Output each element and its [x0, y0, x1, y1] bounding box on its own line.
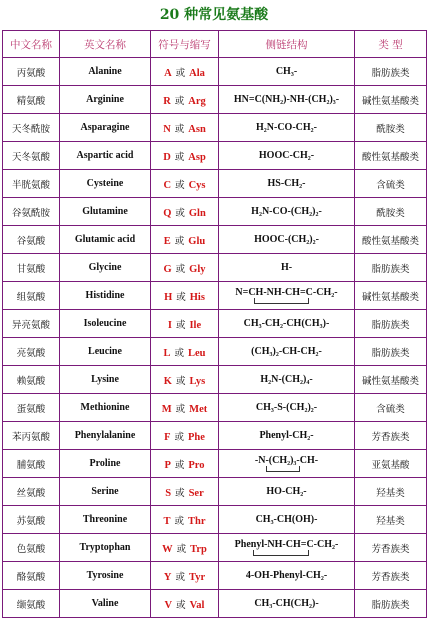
table-row — [3, 450, 427, 478]
symbol-cell — [151, 254, 219, 282]
english-name-cell: Arginine — [60, 86, 151, 114]
or-separator: 或 — [174, 515, 184, 527]
chinese-name-cell: 苏氨酸 — [3, 506, 60, 534]
type-cell: 脂肪族类 — [355, 254, 427, 282]
chinese-name-cell: 赖氨酸 — [3, 366, 60, 394]
table-row — [3, 310, 427, 338]
three-letter-code: Lys — [189, 375, 206, 387]
symbol-cell — [151, 422, 219, 450]
symbol-cell — [151, 562, 219, 590]
table-body — [3, 58, 427, 618]
one-letter-code: S — [165, 487, 172, 499]
page-title: 20 种常见氨基酸 — [159, 7, 269, 23]
symbol-cell — [151, 198, 219, 226]
ring-structure — [255, 455, 318, 472]
chinese-name-cell: 丙氨酸 — [3, 58, 60, 86]
table-row — [3, 170, 427, 198]
type-cell: 芳香族类 — [355, 422, 427, 450]
chinese-name-cell: 甘氨酸 — [3, 254, 60, 282]
or-separator: 或 — [175, 263, 186, 275]
table-row — [3, 366, 427, 394]
chinese-name-cell: 亮氨酸 — [3, 338, 60, 366]
one-letter-code: D — [163, 151, 171, 163]
three-letter-code: Phe — [188, 431, 205, 443]
table-row — [3, 58, 427, 86]
table-row — [3, 198, 427, 226]
three-letter-code: Glu — [188, 235, 206, 247]
ring-structure — [235, 539, 339, 556]
english-name-cell: Tryptophan — [60, 534, 151, 562]
type-cell: 酸性氨基酸类 — [355, 142, 427, 170]
side-chain-cell: CH₃-CH(CH₂)- — [219, 590, 355, 618]
table-row — [3, 506, 427, 534]
chinese-name-cell: 蛋氨酸 — [3, 394, 60, 422]
three-letter-code: Met — [189, 403, 208, 415]
side-chain-cell: H₂N-CO-(CH₂)₂- — [219, 198, 355, 226]
chinese-name-cell: 谷氨酸 — [3, 226, 60, 254]
symbol-cell — [151, 590, 219, 618]
english-name-cell: Cysteine — [60, 170, 151, 198]
english-name-cell: Methionine — [60, 394, 151, 422]
or-separator: 或 — [174, 459, 185, 471]
symbol-cell — [151, 366, 219, 394]
english-name-cell: Glutamine — [60, 198, 151, 226]
side-chain-formula: -N-(CH₂)₃-CH- — [254, 455, 319, 466]
header-type: 类 型 — [355, 31, 427, 58]
type-cell: 酰胺类 — [355, 198, 427, 226]
three-letter-code: Arg — [188, 95, 206, 107]
three-letter-code: Cys — [188, 179, 206, 191]
type-cell: 羟基类 — [355, 478, 427, 506]
side-chain-cell: HS-CH₂- — [219, 170, 355, 198]
or-separator: 或 — [175, 571, 185, 583]
or-separator: 或 — [175, 403, 186, 415]
table-row — [3, 562, 427, 590]
one-letter-code: K — [163, 375, 172, 387]
one-letter-code: E — [163, 235, 171, 247]
or-separator: 或 — [175, 375, 186, 387]
chinese-name-cell: 色氨酸 — [3, 534, 60, 562]
side-chain-cell: HN=C(NH₂)-NH-(CH₂)₃- — [219, 86, 355, 114]
side-chain-cell: H₂N-(CH₂)₄- — [219, 366, 355, 394]
chinese-name-cell: 组氨酸 — [3, 282, 60, 310]
type-cell: 碱性氨基酸类 — [355, 282, 427, 310]
english-name-cell: Glutamic acid — [60, 226, 151, 254]
english-name-cell: Valine — [60, 590, 151, 618]
one-letter-code: F — [164, 431, 171, 443]
or-separator: 或 — [174, 151, 185, 163]
english-name-cell: Asparagine — [60, 114, 151, 142]
three-letter-code: Ala — [189, 67, 205, 79]
type-cell: 羟基类 — [355, 506, 427, 534]
side-chain-cell: H₂N-CO-CH₂- — [219, 114, 355, 142]
or-separator: 或 — [175, 207, 185, 219]
three-letter-code: Asp — [188, 151, 206, 163]
table-row — [3, 86, 427, 114]
side-chain-cell: HOOC-(CH₂)₂- — [219, 226, 355, 254]
chinese-name-cell: 酪氨酸 — [3, 562, 60, 590]
type-cell: 亚氨基酸 — [355, 450, 427, 478]
chinese-name-cell: 脯氨酸 — [3, 450, 60, 478]
type-cell: 酸性氨基酸类 — [355, 226, 427, 254]
chinese-name-cell: 天冬氨酸 — [3, 142, 60, 170]
side-chain-cell: HOOC-CH₂- — [219, 142, 355, 170]
english-name-cell: Leucine — [60, 338, 151, 366]
table-row — [3, 394, 427, 422]
symbol-cell — [151, 226, 219, 254]
side-chain-cell: CH₃-CH(OH)- — [219, 506, 355, 534]
symbol-cell — [151, 142, 219, 170]
three-letter-code: Ile — [189, 319, 202, 331]
table-row — [3, 590, 427, 618]
header-english-name: 英文名称 — [60, 31, 151, 58]
or-separator: 或 — [175, 487, 185, 499]
three-letter-code: Asn — [188, 123, 206, 135]
three-letter-code: Gln — [188, 207, 206, 219]
side-chain-cell — [219, 450, 355, 478]
side-chain-cell — [219, 282, 355, 310]
one-letter-code: Y — [163, 571, 172, 583]
symbol-cell — [151, 86, 219, 114]
header-chinese-name: 中文名称 — [3, 31, 60, 58]
or-separator: 或 — [176, 599, 186, 611]
chinese-name-cell: 异亮氨酸 — [3, 310, 60, 338]
one-letter-code: M — [161, 403, 172, 415]
side-chain-cell: H- — [219, 254, 355, 282]
ring-bond-bracket — [253, 550, 309, 556]
chinese-name-cell: 苯丙氨酸 — [3, 422, 60, 450]
or-separator: 或 — [175, 179, 185, 191]
table-row — [3, 254, 427, 282]
one-letter-code: V — [164, 599, 173, 611]
symbol-cell — [151, 534, 219, 562]
side-chain-cell: (CH₃)₂-CH-CH₂- — [219, 338, 355, 366]
table-row — [3, 282, 427, 310]
header-symbol-abbrev: 符号与缩写 — [151, 31, 219, 58]
one-letter-code: R — [163, 95, 171, 107]
type-cell: 含硫类 — [355, 394, 427, 422]
table-row — [3, 114, 427, 142]
one-letter-code: G — [163, 263, 172, 275]
symbol-cell — [151, 310, 219, 338]
one-letter-code: W — [162, 543, 173, 555]
english-name-cell: Isoleucine — [60, 310, 151, 338]
or-separator: 或 — [174, 431, 184, 443]
three-letter-code: Thr — [188, 515, 206, 527]
type-cell: 芳香族类 — [355, 534, 427, 562]
one-letter-code: C — [163, 179, 172, 191]
header-side-chain: 侧链结构 — [219, 31, 355, 58]
side-chain-cell: Phenyl-CH₂- — [219, 422, 355, 450]
or-separator: 或 — [174, 95, 185, 107]
or-separator: 或 — [176, 543, 187, 555]
or-separator: 或 — [174, 123, 185, 135]
chinese-name-cell: 天冬酰胺 — [3, 114, 60, 142]
table-row — [3, 142, 427, 170]
one-letter-code: H — [164, 291, 173, 303]
type-cell: 酰胺类 — [355, 114, 427, 142]
chinese-name-cell: 半胱氨酸 — [3, 170, 60, 198]
one-letter-code: T — [163, 515, 171, 527]
side-chain-cell: CH₃- — [219, 58, 355, 86]
side-chain-cell: CH₃-CH₂-CH(CH₃)- — [219, 310, 355, 338]
symbol-cell — [151, 506, 219, 534]
three-letter-code: His — [189, 291, 205, 303]
type-cell: 脂肪族类 — [355, 58, 427, 86]
three-letter-code: Leu — [188, 347, 206, 359]
table-row — [3, 422, 427, 450]
or-separator: 或 — [174, 347, 184, 359]
one-letter-code: I — [167, 319, 172, 331]
chinese-name-cell: 谷氨酰胺 — [3, 198, 60, 226]
table-row — [3, 478, 427, 506]
side-chain-cell: HO-CH₂- — [219, 478, 355, 506]
symbol-cell — [151, 338, 219, 366]
english-name-cell: Serine — [60, 478, 151, 506]
type-cell: 脂肪族类 — [355, 590, 427, 618]
symbol-cell — [151, 282, 219, 310]
one-letter-code: Q — [163, 207, 172, 219]
type-cell: 碱性氨基酸类 — [355, 86, 427, 114]
one-letter-code: P — [164, 459, 171, 471]
chinese-name-cell: 精氨酸 — [3, 86, 60, 114]
three-letter-code: Tyr — [188, 571, 206, 583]
chinese-name-cell: 丝氨酸 — [3, 478, 60, 506]
chinese-name-cell: 缬氨酸 — [3, 590, 60, 618]
symbol-cell — [151, 170, 219, 198]
three-letter-code: Pro — [188, 459, 205, 471]
table-header-row — [3, 31, 427, 58]
english-name-cell: Phenylalanine — [60, 422, 151, 450]
one-letter-code: L — [163, 347, 171, 359]
side-chain-cell — [219, 534, 355, 562]
symbol-cell — [151, 58, 219, 86]
three-letter-code: Trp — [190, 543, 207, 555]
english-name-cell: Aspartic acid — [60, 142, 151, 170]
one-letter-code: A — [164, 67, 172, 79]
english-name-cell: Threonine — [60, 506, 151, 534]
english-name-cell: Alanine — [60, 58, 151, 86]
table-row — [3, 226, 427, 254]
english-name-cell: Lysine — [60, 366, 151, 394]
table-row — [3, 534, 427, 562]
one-letter-code: N — [163, 123, 171, 135]
symbol-cell — [151, 394, 219, 422]
symbol-cell — [151, 450, 219, 478]
table-row — [3, 338, 427, 366]
or-separator: 或 — [176, 291, 186, 303]
amino-acid-table — [2, 30, 427, 618]
side-chain-cell: 4-OH-Phenyl-CH₂- — [219, 562, 355, 590]
three-letter-code: Gly — [189, 263, 206, 275]
english-name-cell: Glycine — [60, 254, 151, 282]
ring-bond-bracket — [254, 298, 309, 304]
symbol-cell — [151, 114, 219, 142]
english-name-cell: Proline — [60, 450, 151, 478]
three-letter-code: Ser — [188, 487, 204, 499]
english-name-cell: Tyrosine — [60, 562, 151, 590]
type-cell: 芳香族类 — [355, 562, 427, 590]
side-chain-formula: N=CH-NH-CH=C-CH₂- — [235, 287, 338, 298]
type-cell: 含硫类 — [355, 170, 427, 198]
or-separator: 或 — [174, 235, 185, 247]
or-separator: 或 — [175, 319, 186, 331]
ring-structure — [235, 287, 337, 304]
english-name-cell: Histidine — [60, 282, 151, 310]
three-letter-code: Val — [189, 599, 205, 611]
symbol-cell — [151, 478, 219, 506]
ring-bond-bracket — [266, 466, 300, 472]
type-cell: 碱性氨基酸类 — [355, 366, 427, 394]
side-chain-cell: CH₃-S-(CH₂)₂- — [219, 394, 355, 422]
type-cell: 脂肪族类 — [355, 310, 427, 338]
type-cell: 脂肪族类 — [355, 338, 427, 366]
or-separator: 或 — [175, 67, 186, 79]
side-chain-formula: Phenyl-NH-CH=C-CH₂- — [234, 539, 339, 550]
